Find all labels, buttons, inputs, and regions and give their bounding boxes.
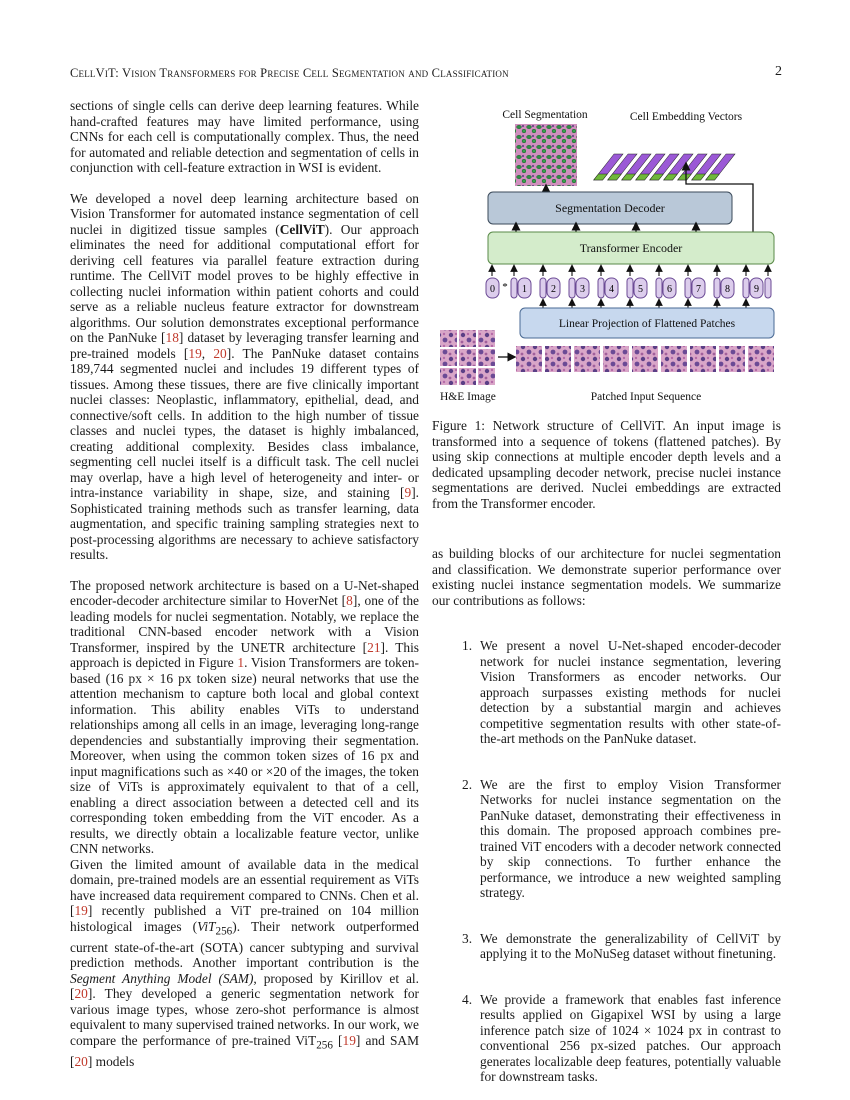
token xyxy=(518,278,531,298)
cell-embedding-label: Cell Embedding Vectors xyxy=(629,111,743,123)
running-title: CellViT: Vision Transformers for Precise Cell Segmentation and Classification xyxy=(70,66,509,80)
transformer-encoder-label: Transformer Encoder xyxy=(579,241,683,255)
citation-link[interactable]: 9 xyxy=(404,485,412,500)
right-column xyxy=(432,546,781,1085)
token xyxy=(721,278,734,298)
figure-link[interactable]: 1 xyxy=(237,655,245,670)
contributions-list xyxy=(432,638,781,1085)
citation-link[interactable]: 21 xyxy=(367,639,381,655)
token xyxy=(605,278,618,298)
svg-text:1: 1 xyxy=(522,284,527,295)
citation-link[interactable]: 20 xyxy=(213,345,227,361)
paragraph: The proposed network architecture is based on a U-Net-shaped encoder-decoder architecture similar to HoverNet [8], one of the leading models for nuclei segmentation. Notably, we replace the traditional CNN-based encoder network with a Vision Transformer, inspired by the UNETR architecture [21]. This approach is depicted in Figure 1. Vision Transformers are token-based (16 px × 16 px token size) neural networks that use the attention mechanism to capture both local and global context information. This ability enables ViTs to understand relationships among all cells in an image, leveraging long-range dependencies and substantially improving their segmentation. Moreover, when using the common token sizes of 16 px and input magnifications such as ×40 or ×20 of the images, the token size of ViTs is approximately equivalent to that of a cell, enabling a direct association between a detected cell and its corresponding token embedding from the ViT encoder. As a results, we directly obtain a localizable feature vector, unlike CNN networks. xyxy=(70,577,420,856)
token-arrows xyxy=(492,268,768,276)
token-sequence xyxy=(486,278,771,298)
skip-connection-arrows xyxy=(516,226,696,232)
svg-text:8: 8 xyxy=(725,284,730,295)
page-header xyxy=(70,66,782,84)
he-image xyxy=(440,330,495,385)
page-number: 2 xyxy=(775,64,782,79)
token xyxy=(547,278,560,298)
token xyxy=(576,278,589,298)
token xyxy=(692,278,705,298)
citation-link[interactable]: 19 xyxy=(74,903,88,918)
patched-input-sequence xyxy=(516,346,774,372)
citation-link[interactable]: 18 xyxy=(165,330,179,345)
token-star: * xyxy=(502,281,508,293)
list-item: 4. We provide a framework that enables fast inference results applied on Gigapixel WSI by using a large inference patch size of 1024 × 1024 px in contrast to conventional 256 px-sized patches. Our approach generates localizable deep features, potentially valuable for downstream tasks. xyxy=(462,991,781,1084)
citation-link[interactable]: 20 xyxy=(74,986,88,1002)
list-item: 1. We present a novel U-Net-shaped encoder-decoder network for nuclei instance segmentation, levering Vision Transformers as encoder networks. Our approach surpasses existing methods for nuclei detection by a substantial margin and achieves competitive segmentation results with other state-of-the-art methods on the PanNuke dataset. xyxy=(462,638,781,746)
svg-text:9: 9 xyxy=(754,284,759,295)
citation-link[interactable]: 19 xyxy=(188,345,202,361)
patched-input-label: Patched Input Sequence xyxy=(590,391,702,403)
linear-projection-label: Linear Projection of Flattened Patches xyxy=(558,318,736,330)
list-item: 2. We are the first to employ Vision Transformer Networks for nuclei instance segmentation on the PanNuke dataset, demonstrating their effectiveness in this domain. The proposed approach combines pre-trained ViT encoders with a decoder network connected by skip connections. To further enhance the performance, we introduce a new weighted sampling strategy. xyxy=(462,776,781,900)
paragraph: Given the limited amount of available data in the medical domain, pre-trained models are an essential requirement as ViTs have increased data requirement compared to CNNs. Chen et al. [19] recently published a ViT pre-trained on 104 million histological images (ViT$_{256}$). Their network outperformed current state-of-the-art (SOTA) cancer subtyping and survival prediction methods. Another important contribution is the Segment Anything Model (SAM), proposed by Kirillov et al. [20]. They developed a generic segmentation network for various image types, whose zero-shot performance is almost equivalent to many supervised trained networks. In our work, we compare the performance of pre-trained ViT$_{256}$ [19] and SAM [20] models xyxy=(70,856,419,1069)
cellvit-bold: CellViT xyxy=(279,221,325,237)
svg-text:0: 0 xyxy=(490,284,495,295)
cell-segmentation-image xyxy=(515,124,577,186)
paragraph: sections of single cells can derive deep learning features. While hand-crafted features may have limited performance, using CNNs for each cell is computationally complex. Thus, the need for automated and reliable detection and segmentation of cells in conjunction with cell-feature extraction in WSI is evident. xyxy=(70,98,419,175)
token xyxy=(634,278,647,298)
svg-text:2: 2 xyxy=(551,284,556,295)
cell-embedding-vectors xyxy=(594,154,735,180)
citation-link[interactable]: 8 xyxy=(346,593,353,608)
svg-text:5: 5 xyxy=(638,284,643,295)
svg-text:3: 3 xyxy=(580,284,585,295)
list-item: 3. We demonstrate the generalizability of CellViT by applying it to the MoNuSeg dataset without finetuning. xyxy=(462,930,781,961)
token xyxy=(750,278,763,298)
svg-text:4: 4 xyxy=(609,284,614,295)
paragraph: as building blocks of our architecture for nuclei segmentation and classification. We demonstrate superior performance over existing nuclei instance segmentation models. We summarize our contributions as follows: xyxy=(432,546,781,608)
token xyxy=(663,278,676,298)
figure-network-structure xyxy=(436,104,782,404)
citation-link[interactable]: 20 xyxy=(74,1053,88,1069)
cell-segmentation-label: Cell Segmentation xyxy=(502,109,588,121)
segmentation-decoder-label: Segmentation Decoder xyxy=(555,201,665,215)
left-column xyxy=(70,98,419,1069)
figure-caption: Figure 1: Network structure of CellViT. An input image is transformed into a sequence of tokens (flattened patches). By using skip connections at multiple encoder depth levels and a dedicated upsampling decoder network, precise nuclei instance segmentations are derived. Nuclei embeddings are extracted from the Transformer encoder. xyxy=(432,418,781,511)
token xyxy=(486,278,499,298)
svg-text:6: 6 xyxy=(667,284,672,295)
paragraph: We developed a novel deep learning architecture based on Vision Transformer for automated instance segmentation of cell nuclei in digitized tissue samples (CellViT). Our approach eliminates the need for additional computational effort for deriving cell features via parallel feature extraction during runtime. The CellViT model proves to be highly effective in collecting nuclei information within patient cohorts and could serve as a reliable nucleus feature extractor for downstream algorithms. Our solution demonstrates exceptional performance on the PanNuke [18] dataset by leveraging transfer learning and pre-trained models [19, 20]. The PanNuke dataset contains 189,744 segmented nuclei and includes 19 different types of tissues. Among these tissues, there are five clinically important nuclei classes: Neoplastic, inflammatory, epithelial, dead, and connective/soft cells. In addition to the high number of tissue classes and nuclei types, the dataset is highly imbalanced, creating additional complexity. Besides class imbalance, segmenting cell nuclei itself is a difficult task. The cell nuclei may overlap, have a high level of heterogeneity and inter- or intra-instance variability in shape, size, and staining [9]. Sophisticated training methods such as transfer learning, data augmentation, and specific training sampling strategies next to post-processing algorithms are necessary to achieve satisfactory results. xyxy=(70,190,420,562)
citation-link[interactable]: 19 xyxy=(342,1032,356,1048)
svg-text:7: 7 xyxy=(696,284,701,295)
he-image-label: H&E Image xyxy=(440,391,496,403)
projection-arrows xyxy=(543,302,746,308)
